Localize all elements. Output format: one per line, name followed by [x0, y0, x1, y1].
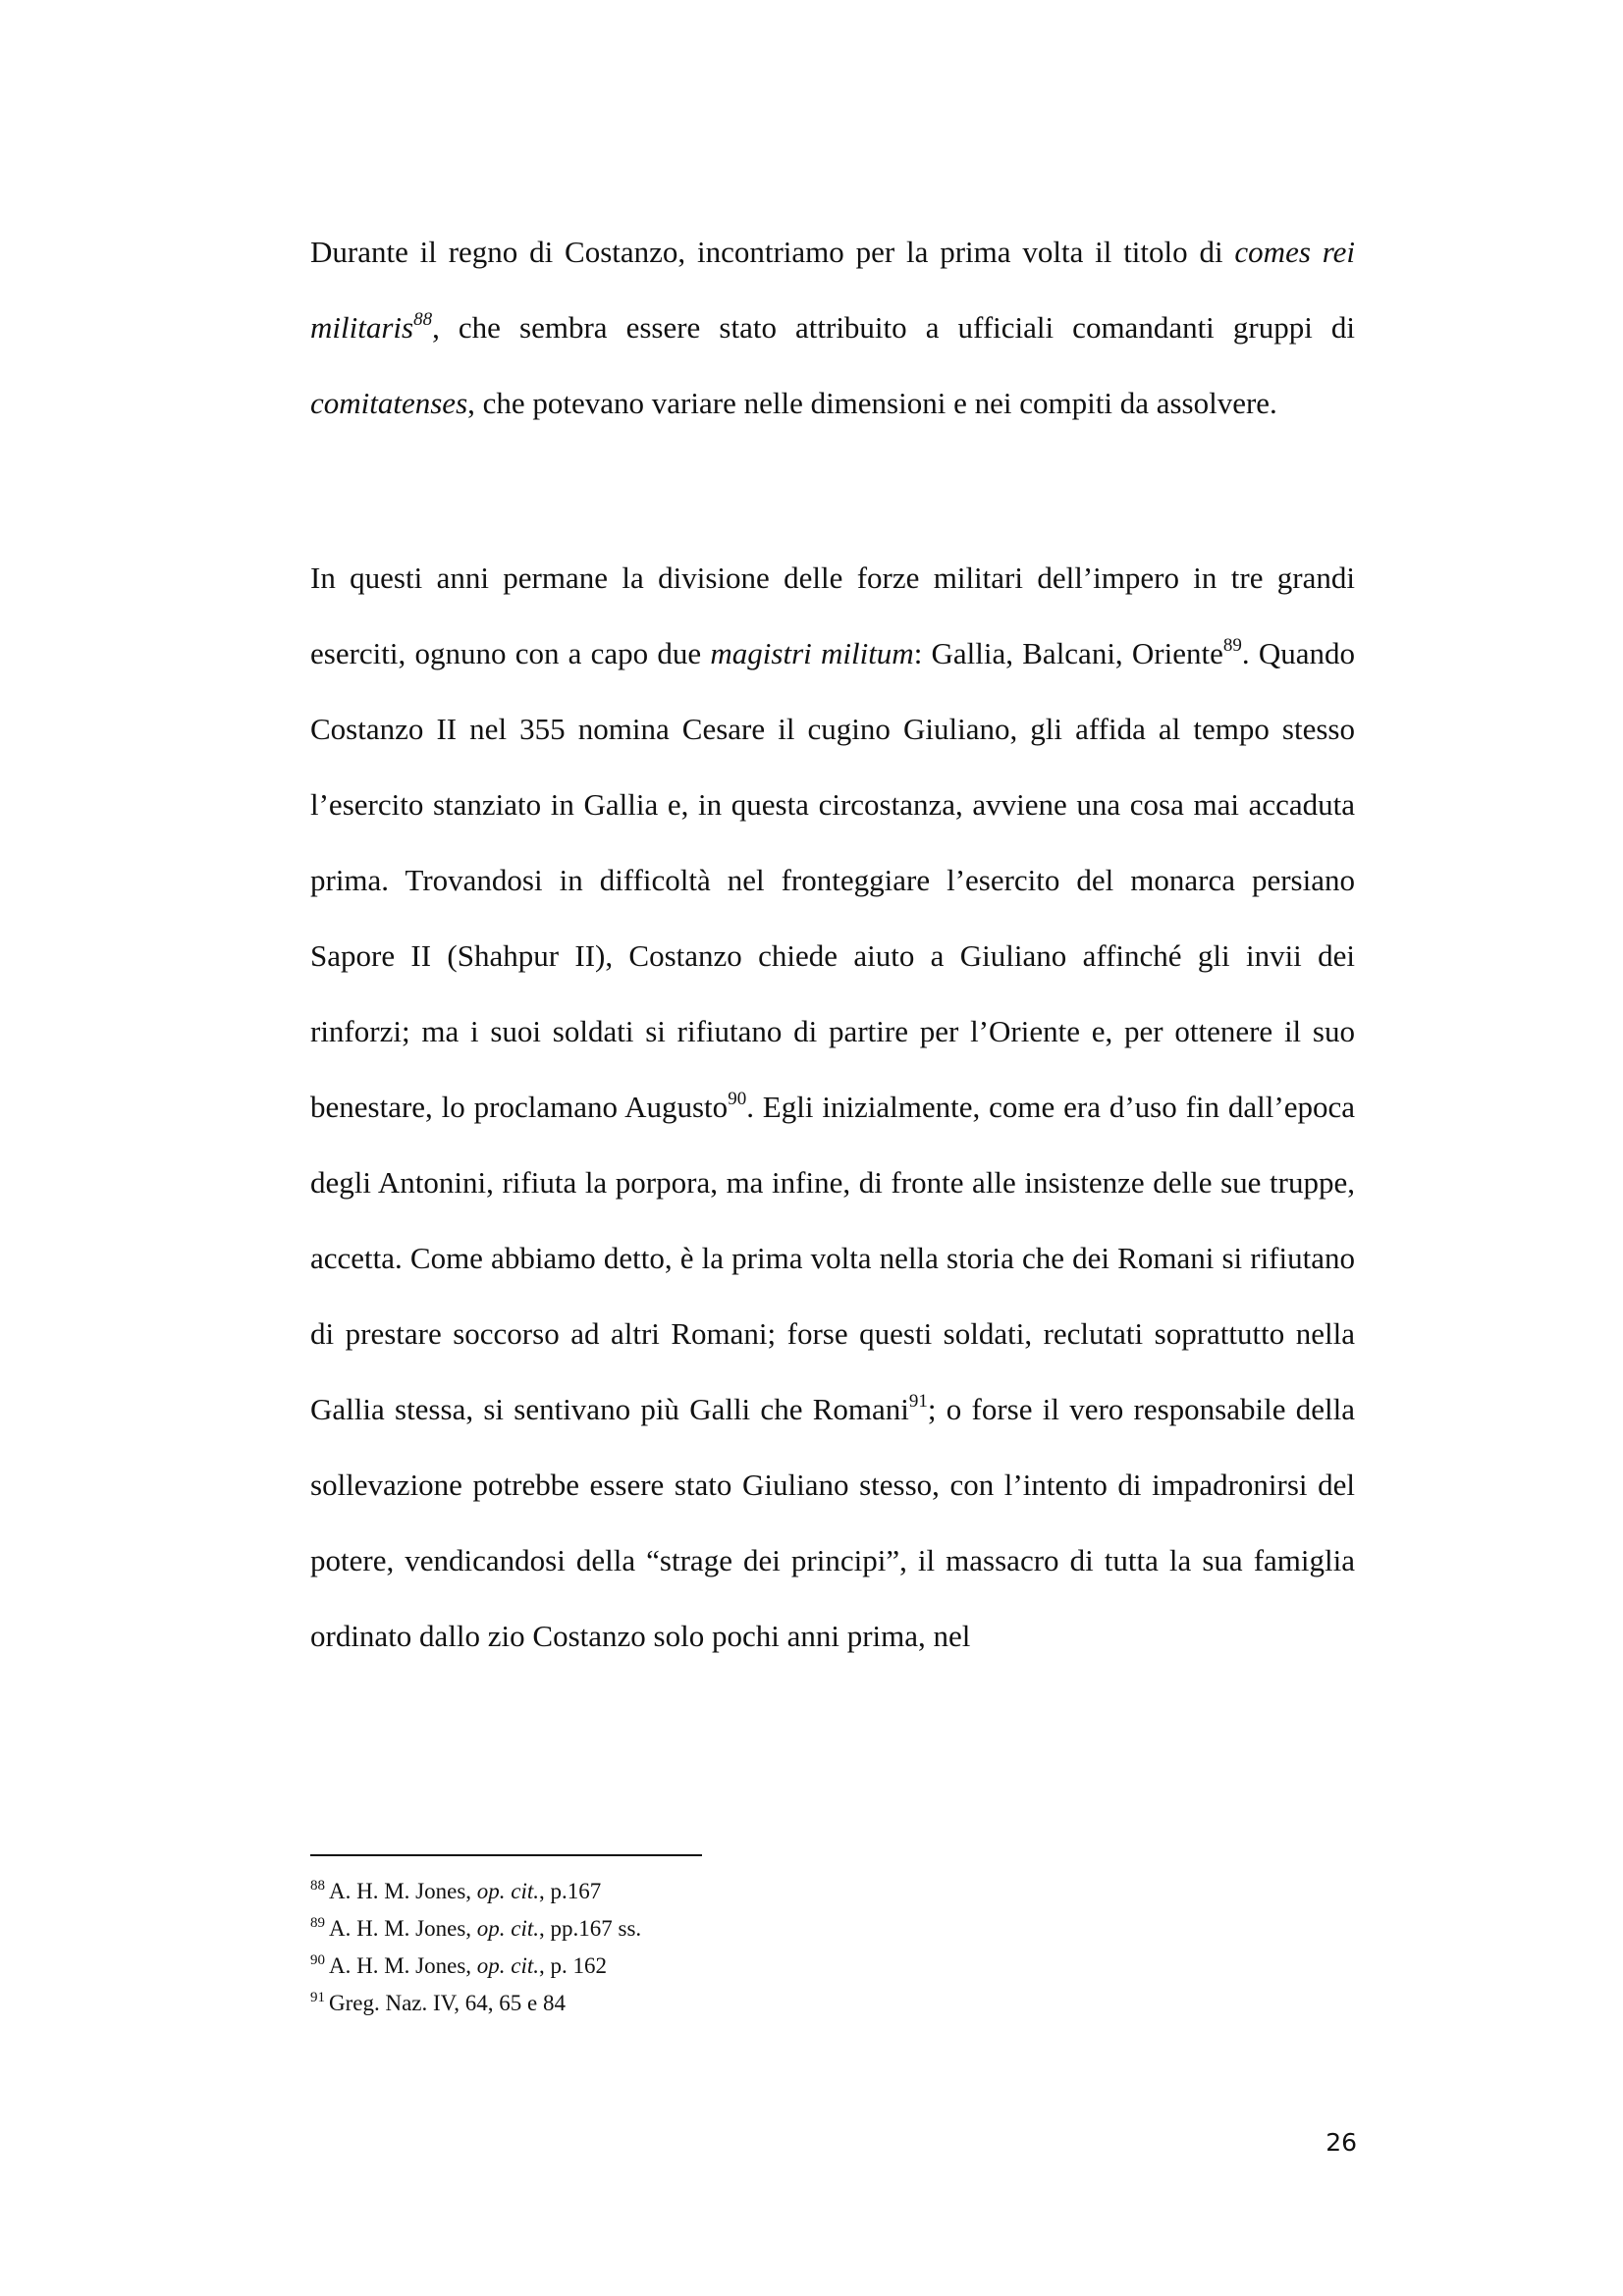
footnote-89: $^{89}$ A. H. M. Jones, op. cit., pp.167 ss.	[310, 1915, 642, 1941]
footnote-ref-91[interactable]: 91	[908, 1391, 928, 1412]
text-run: In questi anni permane la divisione delle forze militari dell’impero in tre grandi eserciti, ognuno con a capo due	[310, 561, 1355, 670]
page-number: 26	[1325, 2128, 1357, 2157]
footnote-number: 90	[310, 1952, 325, 1968]
paragraph-2	[310, 540, 1355, 1674]
footnote-88: $^{88}$ A. H. M. Jones, op. cit., p.167	[310, 1878, 602, 1903]
footnote-90: $^{90}$ A. H. M. Jones, op. cit., p. 162	[310, 1952, 608, 1978]
footnote-ref-88[interactable]: 88	[413, 309, 433, 330]
footnote-separator	[310, 1854, 702, 1856]
footnote-number: 88	[310, 1878, 325, 1894]
italic-term-magistri-militum: magistri militum	[710, 636, 914, 670]
footnote-number: 89	[310, 1915, 325, 1931]
footnote-91: $^{91}$ Greg. Naz. IV, 64, 65 e 84	[310, 1990, 567, 2015]
footnote-ref-90[interactable]: 90	[728, 1089, 747, 1109]
text-run: Durante il regno di Costanzo, incontriamo per la prima volta il titolo di	[310, 235, 1235, 269]
text-run: . Egli inizialmente, come era d’uso fin dall’epoca degli Antonini, rifiuta la porpora, ma infine, di fronte alle insistenze delle sue truppe, accetta. Come abbiamo detto, è la prima volta nella storia che dei Romani si rifiutano di prestare soccorso ad altri Romani; forse questi soldati, reclutati soprattutto nella Gallia stessa, si sentivano più Galli che Romani	[310, 1090, 1355, 1426]
text-run: : Gallia, Balcani, Oriente	[913, 636, 1223, 670]
paragraph-1	[310, 214, 1355, 441]
footnotes	[310, 1873, 1194, 2022]
italic-term-comes-rei-militaris: comes rei militaris	[310, 235, 1355, 345]
text-run: , che potevano variare nelle dimensioni e nei compiti da assolvere.	[467, 386, 1277, 420]
italic-term-comitatenses: comitatenses	[310, 386, 468, 420]
text-run: , che sembra essere stato attribuito a ufficiali comandanti gruppi di	[432, 310, 1355, 345]
footnote-ref-89[interactable]: 89	[1222, 635, 1242, 656]
text-run: ; o forse il vero responsabile della sollevazione potrebbe essere stato Giuliano stesso, con l’intento di impadronirsi del potere, vendicandosi della “strage dei principi”, il massacro di tutta la sua famiglia ordinato dallo zio Costanzo solo pochi anni prima, nel	[310, 1392, 1355, 1653]
text-run: . Quando Costanzo II nel 355 nomina Cesare il cugino Giuliano, gli affida al tempo stesso l’esercito stanziato in Gallia e, in questa circostanza, avviene una cosa mai accaduta prima. Trovandosi in difficoltà nel fronteggiare l’esercito del monarca persiano Sapore II (Shahpur II), Costanzo chiede aiuto a Giuliano affinché gli invii dei rinforzi; ma i suoi soldati si rifiutano di partire per l’Oriente e, per ottenere il suo benestare, lo proclamano Augusto	[310, 636, 1355, 1124]
footnote-number: 91	[310, 1990, 325, 2005]
